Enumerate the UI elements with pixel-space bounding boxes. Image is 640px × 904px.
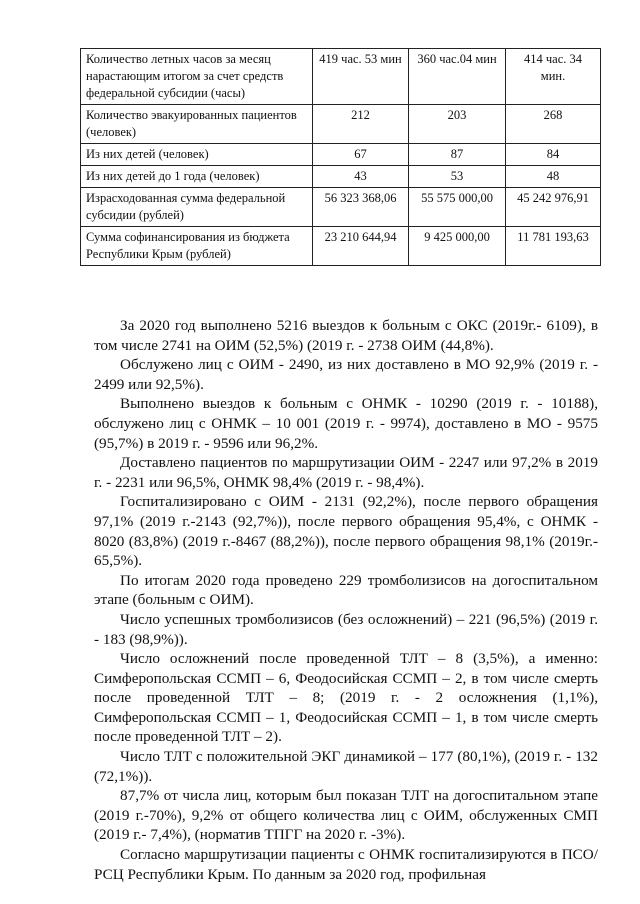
paragraph: Число осложнений после проведенной ТЛТ – 8 (3,5%), а именно: Симферопольская ССМП – 6, Феодосийская ССМП – 2, в том числе смерть после проведенной ТЛТ – 8; (2019 г. - 2 осложнения (1,1%), Симферопольская ССМП – 1, Феодосийская ССМП – 1, в том числе смерть после проведенной ТЛТ – 2). <box>94 650 598 746</box>
table-cell: 67 <box>313 144 409 166</box>
table-cell: 45 242 976,91 <box>506 188 601 227</box>
table-cell: 43 <box>313 166 409 188</box>
table-row <box>81 188 601 227</box>
table-row <box>81 105 601 144</box>
paragraph: Выполнено выездов к больным с ОНМК - 10290 (2019 г. - 10188), обслужено лиц с ОНМК – 10 001 (2019 г. - 9974), доставлено в МО - 9575 (95,7%) в 2019 г. - 9596 или 96,2%. <box>94 395 598 452</box>
paragraph: Обслужено лиц с ОИМ - 2490, из них доставлено в МО 92,9% (2019 г. - 2499 или 92,5%). <box>94 356 598 393</box>
paragraph: За 2020 год выполнено 5216 выездов к больным с ОКС (2019г.- 6109), в том числе 2741 на ОИМ (52,5%) (2019 г. - 2738 ОИМ (44,8%). <box>94 317 598 354</box>
row-label: Количество эвакуированных пациентов (человек) <box>81 105 313 144</box>
paragraph: Число успешных тромболизисов (без осложнений) – 221 (96,5%) (2019 г. - 183 (98,9%)). <box>94 610 598 648</box>
row-label: Из них детей (человек) <box>81 144 313 166</box>
row-label: Количество летных часов за месяц нарастающим итогом за счет средств федеральной субсидии (часы) <box>81 49 313 105</box>
table-cell: 56 323 368,06 <box>313 188 409 227</box>
table-cell: 87 <box>409 144 506 166</box>
table-cell: 268 <box>506 105 601 144</box>
table-row <box>81 144 601 166</box>
table-cell: 84 <box>506 144 601 166</box>
table-cell: 23 210 644,94 <box>313 227 409 266</box>
table-row <box>81 227 601 266</box>
table-row <box>81 49 601 105</box>
paragraph: 87,7% от числа лиц, которым был показан ТЛТ на догоспитальном этапе (2019 г.-70%), 9,2% от общего количества лиц с ОИМ, обслуженных СМП (2019 г.- 7,4%), (норматив ТПГГ на 2020 г. -3%). <box>94 787 598 844</box>
row-label: Сумма софинансирования из бюджета Республики Крым (рублей) <box>81 227 313 266</box>
table-cell: 55 575 000,00 <box>409 188 506 227</box>
paragraph: Госпитализировано с ОИМ - 2131 (92,2%), после первого обращения 97,1% (2019 г.-2143 (92,7%)), после первого обращения 95,4%, с ОНМК - 8020 (83,8%) (2019 г.-8467 (88,2%)), после первого обращения 98,1% (2019г.- 65,5%). <box>94 493 598 570</box>
table-row <box>81 166 601 188</box>
table-cell: 48 <box>506 166 601 188</box>
paragraph: Согласно маршрутизации пациенты с ОНМК госпитализируются в ПСО/РСЦ Республики Крым. По данным за 2020 год, профильная <box>94 846 598 883</box>
table-cell: 212 <box>313 105 409 144</box>
table-cell: 419 час. 53 мин <box>313 49 409 105</box>
row-label: Израсходованная сумма федеральной субсидии (рублей) <box>81 188 313 227</box>
table-cell: 11 781 193,63 <box>506 227 601 266</box>
row-label: Из них детей до 1 года (человек) <box>81 166 313 188</box>
paragraph: Доставлено пациентов по маршрутизации ОИМ - 2247 или 97,2% в 2019 г. - 2231 или 96,5%, ОНМК 98,4% (2019 г. - 98,4%). <box>94 454 598 491</box>
table-cell: 414 час. 34 мин. <box>506 49 601 105</box>
body-text <box>94 316 598 884</box>
table-cell: 9 425 000,00 <box>409 227 506 266</box>
table-cell: 360 час.04 мин <box>409 49 506 105</box>
statistics-table <box>80 48 601 266</box>
paragraph: Число ТЛТ с положительной ЭКГ динамикой – 177 (80,1%), (2019 г. - 132 (72,1%)). <box>94 748 598 785</box>
table-cell: 203 <box>409 105 506 144</box>
paragraph: По итогам 2020 года проведено 229 тромболизисов на догоспитальном этапе (больным с ОИМ). <box>94 571 598 609</box>
table-cell: 53 <box>409 166 506 188</box>
